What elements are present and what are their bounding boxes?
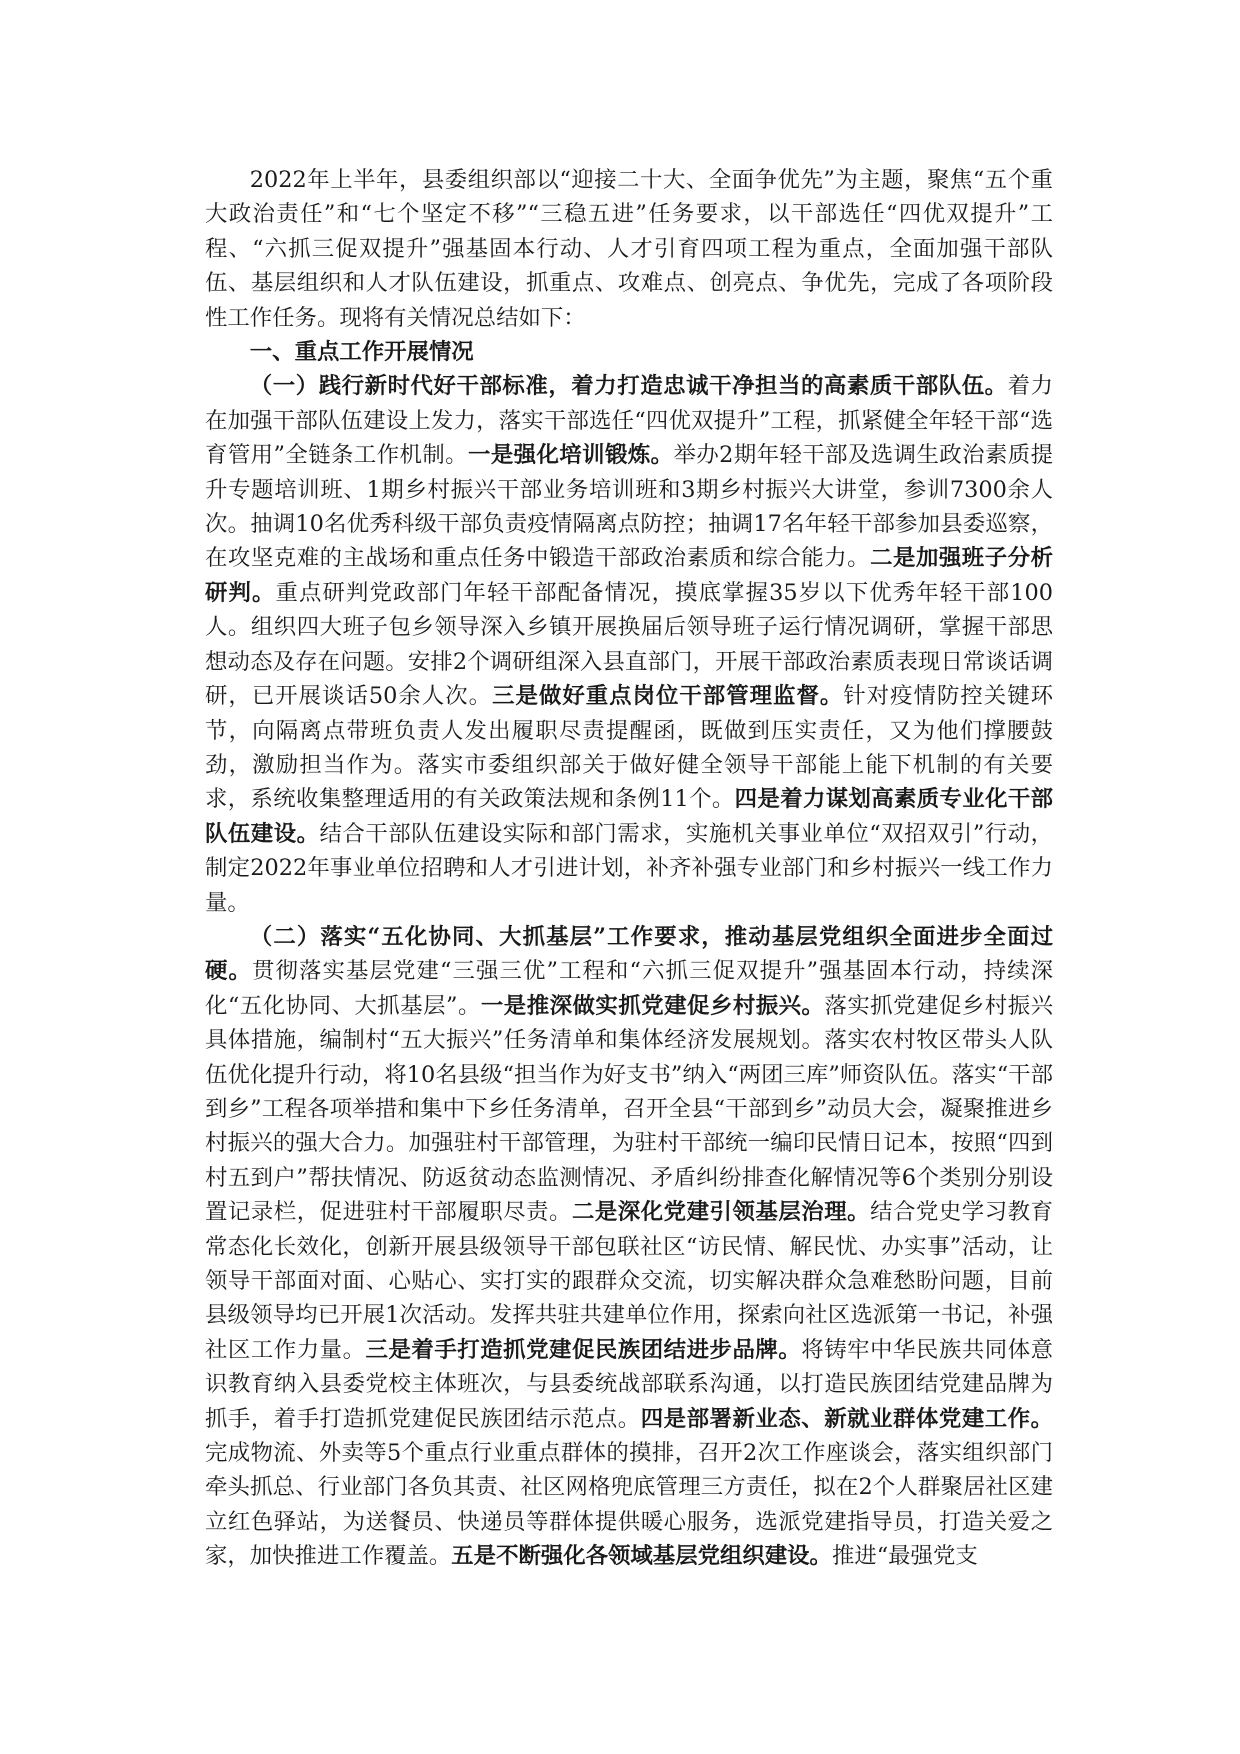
subsection-2-paragraph [205,920,1053,1574]
subsection-1-text-4: 结合干部队伍建设实际和部门需求，实施机关事业单位“双招双引”行动，制定2022年事业单位招聘和人才引进计划，补齐补强专业部门和乡村振兴一线工作力量。 [205,820,1053,916]
subsection-1-title: （一）践行新时代好干部标准，着力打造忠诚干净担当的高素质干部队伍。 [249,373,1008,400]
subsection-2-text-0: 贯彻落实基层党建“三强三优”工程和“六抓三促双提升”强基固本行动，持续深化“五化协同、大抓基层”。 [205,958,1053,1019]
subsection-2-text-4: 完成物流、外卖等5个重点行业重点群体的摸排，召开2次工作座谈会，落实组织部门牵头抓总、行业部门各负其责、社区网格兜底管理三方责任，拟在2个人群聚居社区建立红色驿站，为送餐员、快递员等群体提供暖心服务，选派党建指导员，打造关爱之家，加快推进工作覆盖。 [205,1440,1053,1570]
subsection-1-paragraph [205,369,1053,920]
subsection-2-point-5: 五是不断强化各领域基层党组织建设。 [451,1543,832,1570]
document-page [205,163,1053,1574]
subsection-2-point-3: 三是着手打造抓党建促民族团结进步品牌。 [365,1336,802,1363]
subsection-1-point-1: 一是强化培训锻炼。 [468,442,674,469]
subsection-1-text-3: 针对疫情防控关键环节，向隔离点带班负责人发出履职尽责提醒函，既做到压实责任，又为他们撑腰鼓劲，激励担当作为。落实市委组织部关于做好健全领导干部能上能下机制的有关要求，系统收集整理适用的有关政策法规和条例11个。 [205,683,1054,813]
subsection-1-text-2: 重点研判党政部门年轻干部配备情况，摸底掌握35岁以下优秀年轻干部100人。组织四大班子包乡领导深入乡镇开展换届后领导班子运行情况调研，掌握干部思想动态及存在问题。安排2个调研组深入县直部门，开展干部政治素质表现日常谈话调研，已开展谈话50余人次。 [205,579,1053,710]
subsection-1-point-3: 三是做好重点岗位干部管理监督。 [492,683,844,710]
subsection-1-text-0: 着力在加强干部队伍建设上发力，落实干部选任“四优双提升”工程，抓紧健全年轻干部“选育管用”全链条工作机制。 [205,373,1054,469]
subsection-2-text-5: 推进“最强党支 [831,1543,978,1570]
subsection-1-point-4: 四是着力谋划高素质专业化干部队伍建设。 [205,786,1053,847]
subsection-2-text-1: 落实抓党建促乡村振兴具体措施，编制村“五大振兴”任务清单和集体经济发展规划。落实农村牧区带头人队伍优化提升行动，将10名县级“担当作为好支书”纳入“两团三库”师资队伍。落实“干部到乡”工程各项举措和集中下乡任务清单，召开全县“干部到乡”动员大会，凝聚推进乡村振兴的强大合力。加强驻村干部管理，为驻村干部统一编印民情日记本，按照“四到村五到户”帮扶情况、防返贫动态监测情况、矛盾纠纷排查化解情况等6个类别分别设置记录栏，促进驻村干部履职尽责。 [205,992,1054,1226]
subsection-1-text-1: 举办2期年轻干部及选调生政治素质提升专题培训班、1期乡村振兴干部业务培训班和3期乡村振兴大讲堂，参训7300余人次。抽调10名优秀科级干部负责疫情隔离点防控；抽调17名年轻干部参加县委巡察，在攻坚克难的主战场和重点任务中锻造干部政治素质和综合能力。 [205,442,1053,572]
subsection-2-text-2: 结合党史学习教育常态化长效化，创新开展县级领导干部包联社区“访民情、解民忧、办实事”活动，让领导干部面对面、心贴心、实打实的跟群众交流，切实解决群众急难愁盼问题，目前县级领导均已开展1次活动。发挥共驻共建单位作用，探索向社区选派第一书记，补强社区工作力量。 [205,1199,1054,1363]
section-heading-1: 一、重点工作开展情况 [249,339,474,366]
subsection-2-point-2: 二是深化党建引领基层治理。 [571,1199,871,1226]
subsection-2-point-4: 四是部署新业态、新就业群体党建工作。 [640,1405,1054,1432]
subsection-2-point-1: 一是推深做实抓党建促乡村振兴。 [480,992,825,1019]
intro-paragraph: 2022年上半年，县委组织部以“迎接二十大、全面争优先”为主题，聚焦“五个重大政治责任”和“七个坚定不移”“三稳五进”任务要求，以干部选任“四优双提升”工程、“六抓三促双提升”强基固本行动、人才引育四项工程为重点，全面加强干部队伍、基层组织和人才队伍建设，抓重点、攻难点、创亮点、争优先，完成了各项阶段性工作任务。现将有关情况总结如下： [205,167,1053,331]
subsection-1-point-2: 二是加强班子分析研判。 [205,545,1054,606]
subsection-2-text-3: 将铸牢中华民族共同体意识教育纳入县委党校主体班次，与县委统战部联系沟通，以打造民族团结党建品牌为抓手，着手打造抓党建促民族团结示范点。 [205,1336,1054,1432]
subsection-2-title: （二）落实“五化协同、大抓基层”工作要求，推动基层党组织全面进步全面过硬。 [205,923,1053,985]
